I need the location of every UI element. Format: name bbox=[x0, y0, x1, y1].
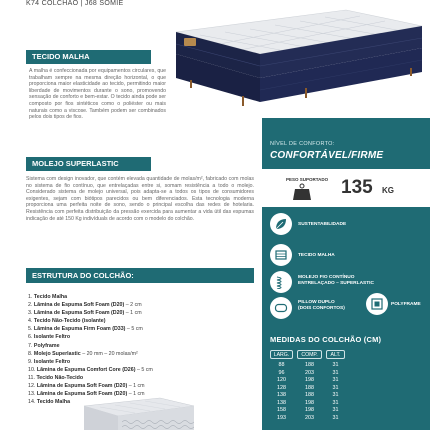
frame-icon bbox=[366, 293, 388, 315]
column-header: ALT. bbox=[326, 350, 345, 359]
comfort-level-label: NÍVEL DE CONFORTO: bbox=[270, 141, 335, 147]
weight-label: PESO SUPORTADO bbox=[286, 177, 329, 182]
weight-box bbox=[262, 169, 430, 207]
list-item: 6. Isolante Feltro bbox=[28, 334, 71, 341]
list-item: 7. Polyframe bbox=[28, 342, 60, 349]
molejo-title: MOLEJO SUPERLASTIC bbox=[26, 157, 151, 171]
tecido-text: A malha é confeccionada por equipamentos circulares, que trabalham sempre na mesma direção horizontal, o que proporciona maior elasticidade ao tecido, permitindo maior liberdade de movimentos durante o sono, promovendo sensação de conforto e bem-estar. O tecido ainda pode ser composto por fios sintéticos como o poliéster ou mais naturais como a viscose. Também podem ser combinados pelos dois tipos de fios. bbox=[29, 68, 166, 121]
bed-image bbox=[170, 8, 428, 116]
column-header: LARG. bbox=[270, 350, 293, 359]
product-code: K74 COLCHÃO | J68 SOMIÊ bbox=[26, 0, 124, 7]
pillow-icon bbox=[270, 297, 292, 319]
tecido-title: TECIDO MALHA bbox=[26, 50, 151, 64]
list-item: 8. Molejo Superlastic – 20 mm – 20 molas/m² bbox=[28, 350, 138, 357]
list-item: 2. Lâmina de Espuma Soft Foam (D20) – 2 cm bbox=[28, 302, 142, 309]
fabric-icon bbox=[270, 244, 292, 266]
feature-label: POLYFRAME bbox=[391, 302, 421, 307]
list-item: 1. Tecido Malha bbox=[28, 294, 68, 300]
weight-value: 135 bbox=[341, 177, 373, 198]
estrutura-title: ESTRUTURA DO COLCHÃO: bbox=[26, 268, 254, 283]
list-item: 14. Tecido Malha bbox=[28, 399, 71, 406]
feature-label: SUSTENTABILIDADE bbox=[298, 222, 347, 227]
leaf-icon bbox=[270, 213, 292, 235]
list-item: 5. Lâmina de Espuma Firm Foam (D33) – 5 cm bbox=[28, 326, 143, 333]
list-item: 11. Tecido Não-Tecido bbox=[28, 374, 84, 381]
spring-icon bbox=[270, 271, 292, 293]
mattress-cutaway-image bbox=[80, 396, 198, 430]
column-header: COMP. bbox=[297, 350, 322, 359]
feature-label: MOLEJO FIO CONTÍNUO ENTRELAÇADO – SUPERLASTIC bbox=[298, 275, 374, 286]
feature-label: TECIDO MALHA bbox=[298, 253, 335, 258]
weight-icon bbox=[292, 183, 312, 201]
comfort-level-value: CONFORTÁVEL/FIRME bbox=[270, 150, 384, 161]
list-item: 12. Lâmina de Espuma Soft Foam (D20) – 1 cm bbox=[28, 383, 145, 390]
list-item: 3. Lâmina de Espuma Soft Foam (D20) – 1 cm bbox=[28, 310, 142, 317]
molejo-text: Sistema com design inovador, que contém elevada quantidade de molas/m², fabricado com molas no sistema de fio contínuo, que entrelaçadas entre si, somam resistência a todo o molejo. Considerado sistema de molejo universal, pois adapta-se a todos os tipos de consumidores exigentes, sejam com biótipos parecidos ou bem diferenciados. Esta tecnologia moderna proporciona uma perfeita noite de sono, sendo o principal escolha das redes de hotelaria. Resistência com perfeita distribuição da pressão exercida para aumentar a vida útil das espumas indicação de até 150 Kg indivíduals de acordo com o modelo do colchão. bbox=[26, 176, 254, 222]
layer-list bbox=[28, 293, 153, 406]
weight-unit: KG bbox=[382, 186, 394, 195]
list-item: 10. Lâmina de Espuma Comfort Core (D26) – 5 cm bbox=[28, 366, 153, 373]
list-item: 4. Tecido Não-Tecido (isolante) bbox=[28, 318, 106, 325]
list-item: 13. Lâmina de Espuma Soft Foam (D20) – 1 cm bbox=[28, 391, 145, 398]
measures-title: MEDIDAS DO COLCHÃO (CM) bbox=[270, 335, 382, 344]
feature-label: PILLOW DUPLO (DOIS CONFORTOS) bbox=[298, 300, 345, 311]
list-item: 9. Isolante Feltro bbox=[28, 358, 71, 365]
specs-panel: NÍVEL DE CONFORTO: CONFORTÁVEL/FIRME PESO SUPORTADO 135 KG SUSTENTABILIDADE TECIDO MALHA MOLEJO FIO CONTÍNUO ENTRELAÇADO – SUPERLASTIC PILLOW DUPLO (DOIS CONFORTOS) POLYFRAME MEDIDAS DO COLCHÃO (CM) LARG. COMP. ALT. 88 188 31 96 203 31 120 198 31 128 188 31 138 188 31 138 198 31 158 198 31 193 203 31 bbox=[262, 118, 430, 430]
